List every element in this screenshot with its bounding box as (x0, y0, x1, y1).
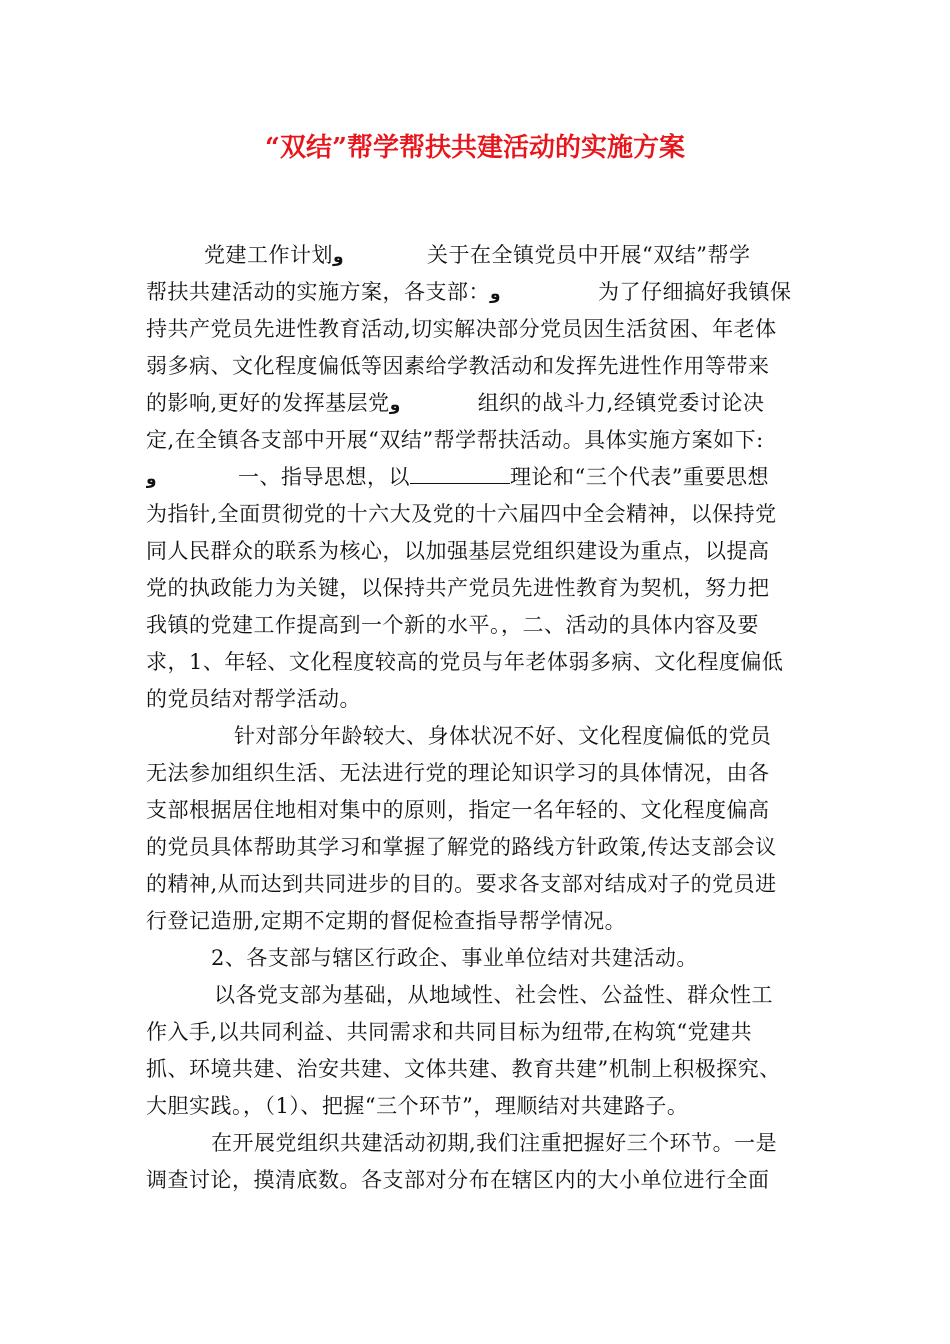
paragraph-line: 无法参加组织生活、无法进行党的理论知识学习的具体情况，由各 (146, 761, 770, 785)
text-segment: 组织的战斗力,经镇党委讨论决 (477, 391, 765, 415)
blank-underline (410, 461, 510, 484)
document-body (146, 237, 816, 1199)
text-segment: 党建工作计划 (204, 243, 333, 267)
text-segment: 的影响,更好的发挥基层党 (146, 391, 390, 415)
text-segment: 关于在全镇党员中开展“双结”帮学 (427, 243, 751, 267)
text-segment: 为了仔细搞好我镇保 (598, 280, 792, 304)
document-title: “双结”帮学帮扶共建活动的实施方案 (265, 133, 685, 163)
paragraph-line (146, 459, 816, 496)
paragraph-line: 持共产党员先进性教育活动,切实解决部分党员因生活贫困、年老体 (146, 317, 777, 341)
artifact-mark: و (389, 395, 401, 415)
paragraph-line: 的党员结对帮学活动。 (146, 687, 361, 711)
paragraph-line: 的党员具体帮助其学习和掌握了解党的路线方针政策,传达支部会议 (146, 835, 777, 859)
paragraph-line: 调查讨论，摸清底数。各支部对分布在辖区内的大小单位进行全面 (146, 1168, 770, 1192)
paragraph-line: 以各党支部为基础，从地域性、社会性、公益性、群众性工 (214, 983, 773, 1007)
paragraph-line: 我镇的党建工作提高到一个新的水平。，二、活动的具体内容及要 (146, 613, 759, 637)
artifact-mark: و (146, 469, 157, 489)
paragraph-line: 定,在全镇各支部中开展“双结”帮学帮扶活动。具体实施方案如下: (146, 428, 764, 452)
paragraph-line: 作入手,以共同利益、共同需求和共同目标为纽带,在构筑“党建共 (146, 1020, 753, 1044)
paragraph-line: 2、各支部与辖区行政企、事业单位结对共建活动。 (211, 946, 698, 970)
paragraph-line: 弱多病、文化程度偏低等因素给学教活动和发挥先进性作用等带来 (146, 354, 770, 378)
paragraph-line: 行登记造册,定期不定期的督促检查指导帮学情况。 (146, 909, 627, 933)
text-segment: 一、指导思想，以 (238, 465, 410, 489)
paragraph-line: 的精神,从而达到共同进步的目的。要求各支部对结成对子的党员进 (146, 872, 777, 896)
artifact-mark: و (333, 247, 344, 267)
paragraph-line: 同人民群众的联系为核心，以加强基层党组织建设为重点，以提高 (146, 539, 770, 563)
paragraph-line: 在开展党组织共建活动初期,我们注重把握好三个环节。一是 (211, 1131, 778, 1155)
paragraph-line: 抓、环境共建、治安共建、文体共建、教育共建”机制上积极探究、 (146, 1057, 781, 1081)
paragraph-line (146, 274, 816, 311)
artifact-mark: و (490, 284, 501, 304)
paragraph-line: 支部根据居住地相对集中的原则，指定一名年轻的、文化程度偏高 (146, 798, 770, 822)
paragraph-line: 求，1、年轻、文化程度较高的党员与年老体弱多病、文化程度偏低 (146, 650, 784, 674)
paragraph-line (146, 237, 816, 274)
text-segment: 理论和“三个代表”重要思想 (510, 465, 769, 489)
paragraph-line: 大胆实践。，（1）、把握“三个环节”，理顺结对共建路子。 (146, 1094, 689, 1118)
paragraph-line: 针对部分年龄较大、身体状况不好、文化程度偏低的党员 (234, 724, 772, 748)
paragraph-line: 党的执政能力为关键，以保持共产党员先进性教育为契机，努力把 (146, 576, 770, 600)
paragraph-line: 为指针,全面贯彻党的十六大及党的十六届四中全会精神，以保持党 (146, 502, 777, 526)
paragraph-line (146, 385, 816, 422)
text-segment: 帮扶共建活动的实施方案，各支部： (146, 280, 490, 304)
